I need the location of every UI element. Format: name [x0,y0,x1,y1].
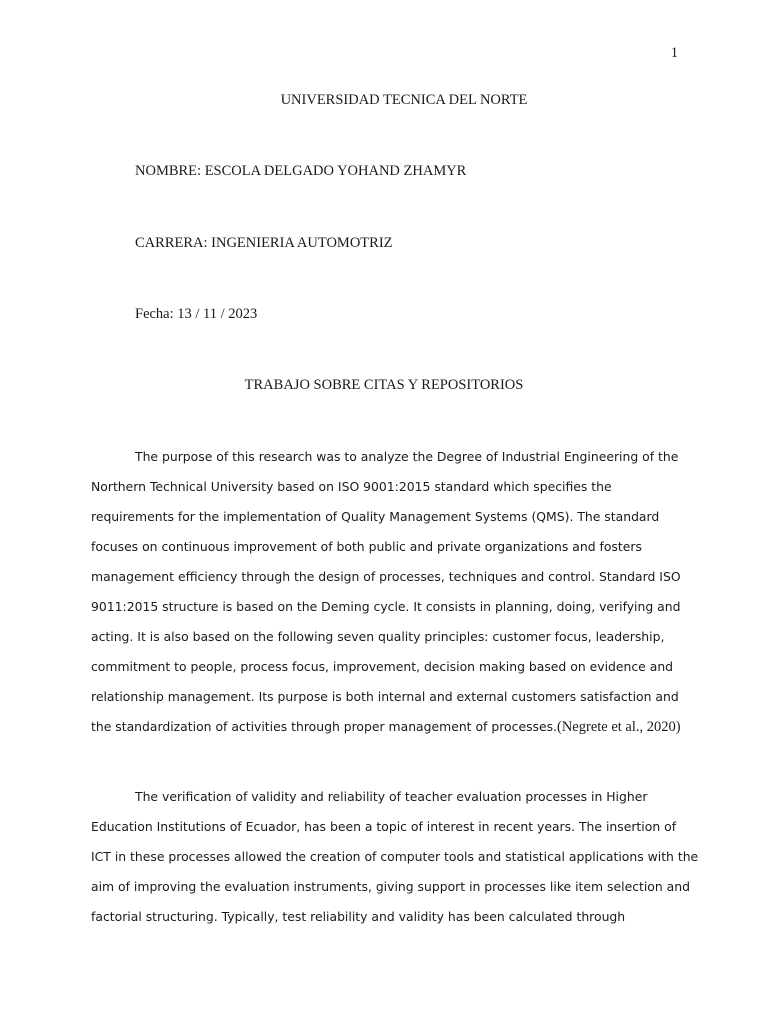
citation: (Negrete et al., 2020) [557,719,681,735]
paragraph-line-text: the standardization of activities through proper management of processes. [91,719,557,734]
university-title: UNIVERSIDAD TECNICA DEL NORTE [280,92,528,108]
paragraph-line: Northern Technical University based on ISO 9001:2015 standard which specifies the [91,479,612,494]
paragraph-line: focuses on continuous improvement of both public and private organizations and fosters [91,539,642,554]
document-heading: TRABAJO SOBRE CITAS Y REPOSITORIOS [244,377,524,393]
paragraph-line: acting. It is also based on the following seven quality principles: customer focus, leadership, [91,629,665,644]
paragraph-line: Education Institutions of Ecuador, has been a topic of interest in recent years. The insertion of [91,819,677,834]
paragraph-line: requirements for the implementation of Quality Management Systems (QMS). The standard [91,509,660,524]
paragraph-line: The purpose of this research was to analyze the Degree of Industrial Engineering of the [135,449,679,464]
page-number: 1 [670,45,678,61]
paragraph-line: management efficiency through the design of processes, techniques and control. Standard ISO [91,569,681,584]
paragraph-line: aim of improving the evaluation instruments, giving support in processes like item selection and [91,879,690,894]
paragraph-2 [91,782,699,932]
paragraph-line-last [91,712,679,742]
paragraph-line: The verification of validity and reliability of teacher evaluation processes in Higher [135,789,648,804]
paragraph-line: 9011:2015 structure is based on the Deming cycle. It consists in planning, doing, verifying and [91,599,681,614]
student-name: NOMBRE: ESCOLA DELGADO YOHAND ZHAMYR [135,163,467,179]
paragraph-line: ICT in these processes allowed the creation of computer tools and statistical applications with the [91,849,699,864]
career-field: CARRERA: INGENIERIA AUTOMOTRIZ [135,235,393,251]
date-field: Fecha: 13 / 11 / 2023 [135,306,258,322]
paragraph-line: commitment to people, process focus, improvement, decision making based on evidence and [91,659,674,674]
paragraph-line: factorial structuring. Typically, test reliability and validity has been calculated through [91,909,626,924]
paragraph-line: relationship management. Its purpose is both internal and external customers satisfaction and [91,689,679,704]
paragraph-1 [91,442,679,742]
